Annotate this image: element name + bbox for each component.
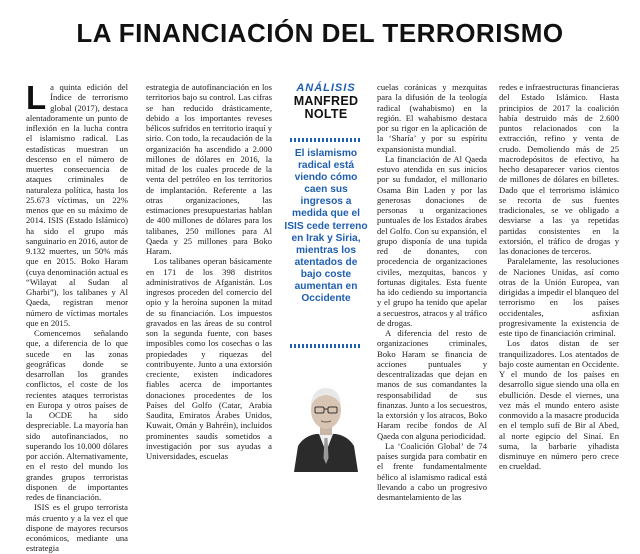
divider [290,344,362,348]
article-column-1 [26,79,128,554]
article-column-4 [499,82,619,472]
headline: LA FINANCIACIÓN DEL TERRORISMO [76,18,564,48]
paragraph: cuelas coránicas y mezquitas para la difusión de la teología radical (wahabismo) en la región. El wahabismo destaca por su rigor en la aplicación de la ‘Sharía’ y por su espíritu expansionista mundial. [377,82,487,154]
pull-quote: El islamismo radical está viendo cómo caen sus ingresos a medida que el ISIS cede terreno en Irak y Siria, mientras los atentados de bajo coste aumentan en Occidente [284,148,368,305]
paragraph: Los talibanes operan básicamente en 171 de los 398 distritos administrativos de Afganistán. Los ingresos proceden del comercio del opio y la heroína suponen la mitad de su financiación. Los impuestos gravados en las áreas de su control son la segunda fuente, con bases imposibles como los cosechas o las propiedades y riquezas del contribuyente. Junto a una extorsión creciente, existen indicadores fiables acerca de importantes donaciones procedentes de los Países del Golfo (Catar, Arabia Saudita, Emiratos Árabes Unidos, Kuwait, Omán y Bahréin), incluidos prominentes saudís sometidos a investigación por sus ayudas a Universidades, escuelas [146,256,272,461]
paragraph: La ‘Coalición Global’ de 74 países surgida para combatir en el frente fundamentalmente bélico al islamismo radical está llevando a cabo un progresivo desmantelamiento de las [377,440,487,502]
article-column-2 [146,82,272,472]
author-name: MANFRED NOLTE [293,94,359,121]
analysis-box [284,82,368,472]
author-photo [290,374,362,472]
divider [290,138,362,142]
paragraph: ISIS es el grupo terrorista más cruento y a la vez el que dispone de mayores recursos económicos, mediante una estrategia [26,502,128,554]
paragraph [26,79,128,328]
paragraph: redes e infraestructuras financieras del Estado Islámico. Hasta principios de 2017 la coalición había destruido más de 2.600 puntos relacionados con la extracción, refino y venta de crudo. Demoliendo más de 25 macrodepósitos de efectivo, ha hecho desaparecer varios cientos de millones de dólares en billetes. Dado que el terrorismo islámico se recorta de sus fuentes tradicionales, se ve obligado a desviarse a las ya repetidas partidas consistentes en la extorsión, el tráfico de drogas y las donaciones de terceros. [499,82,619,256]
paragraph: Paralelamente, las resoluciones de Naciones Unidas, así como otras de la Unión Europea, van dirigidas a impedir el blanqueo del terrorismo en los países occidentales, asfixian progresivamente la existencia de este tipo de financiación criminal. [499,256,619,338]
paragraph: Comencemos señalando que, a diferencia de lo que sucede en las zonas geográficas donde se desarrollan los grandes conflictos, el coste de los recientes ataques terroristas en Europa y otros países de la OCDE ha sido despreciable. La mayoría han sido autofinanciados, no superando los 10.000 dólares por acción. Alternativamente, en el resto del mundo los grandes grupos terroristas disponen de importantes redes de financiación. [26,328,128,502]
paragraph: estrategia de autofinanciación en los territorios bajo su control. Las cifras se han reducido drásticamente, debido a los importantes reveses bélicos sufridos en territorio iraquí y sirio. Con todo, la recaudación de la organización ha ascendido a 2.000 millones de dólares en 2016, la mitad de los cuales procede de la venta del petróleo en los territorios de implantación. Referente a las otras organizaciones, las estimaciones presupuestarias hablan de 400 millones de dólares para los talibanes, 250 millones para Al Qaeda y 25 millones para Boko Haram. [146,82,272,256]
paragraph-text: a quinta edición del Índice de terrorismo global (2017), destaca alentadoramente un punto de inflexión en la lucha contra el islamismo radical. Las estadísticas muestran un descenso en el número de muertes consecuencia de ataques criminales de naturaleza política, hasta los 25.673 víctimas, un 22% menos que en su máximo de 2014. ISIS (Estado Islámico) ha sido el grupo más sanguinario en 2016, autor de 9.132 muertes, un 50% más que en 2015. Boko Haram (cuya denominación actual es “Wilayat al Sudan al Gharbi”), los talibanes y Al Qaeda, registran menor número de víctimas mortales que en 2015. [26,82,128,328]
paragraph: La financiación de Al Qaeda estuvo atendida en sus inicios por su fundador, el millonario Osama Bin Laden y por las generosas donaciones de personas u organizaciones puntuales de los Estados árabes del Golfo. Con su expansión, el grupo disponía de una tupida red de donantes, con procedencia de organizaciones civiles, mezquitas, bancos y fortunas digitales. Esta fuente ha ido cediendo su importancia y el grupo ha tenido que apelar a secuestros, atracos y al tráfico de drogas. [377,153,487,328]
drop-cap: L [26,79,47,116]
analysis-label: ANÁLISIS [296,82,356,94]
article-column-3 [377,82,487,502]
paragraph: A diferencia del resto de organizaciones criminales, Boko Haram se financia de acciones puntuales y descentralizadas que dejan en manos de sus comandantes la responsabilidad de sus finanzas. Junto a los secuestros, la extorsión y los atracos, Boko Haram recibe fondos de Al Qaeda con alguna periodicidad. [377,328,487,441]
paragraph: Los datos distan de ser tranquilizadores. Los atentados de bajo coste aumentan en Occidente. Y el mundo de los países en desarrollo sigue siendo una olla en ebullición. Desde el viernes, una vez más el mundo entero asiste conmovido a la masacre producida en el templo sufí de Bir al Abed, al norte egipcio del Sinaí. En suma, la barbarie yihadista disminuye en número pero crece en crueldad. [499,338,619,472]
